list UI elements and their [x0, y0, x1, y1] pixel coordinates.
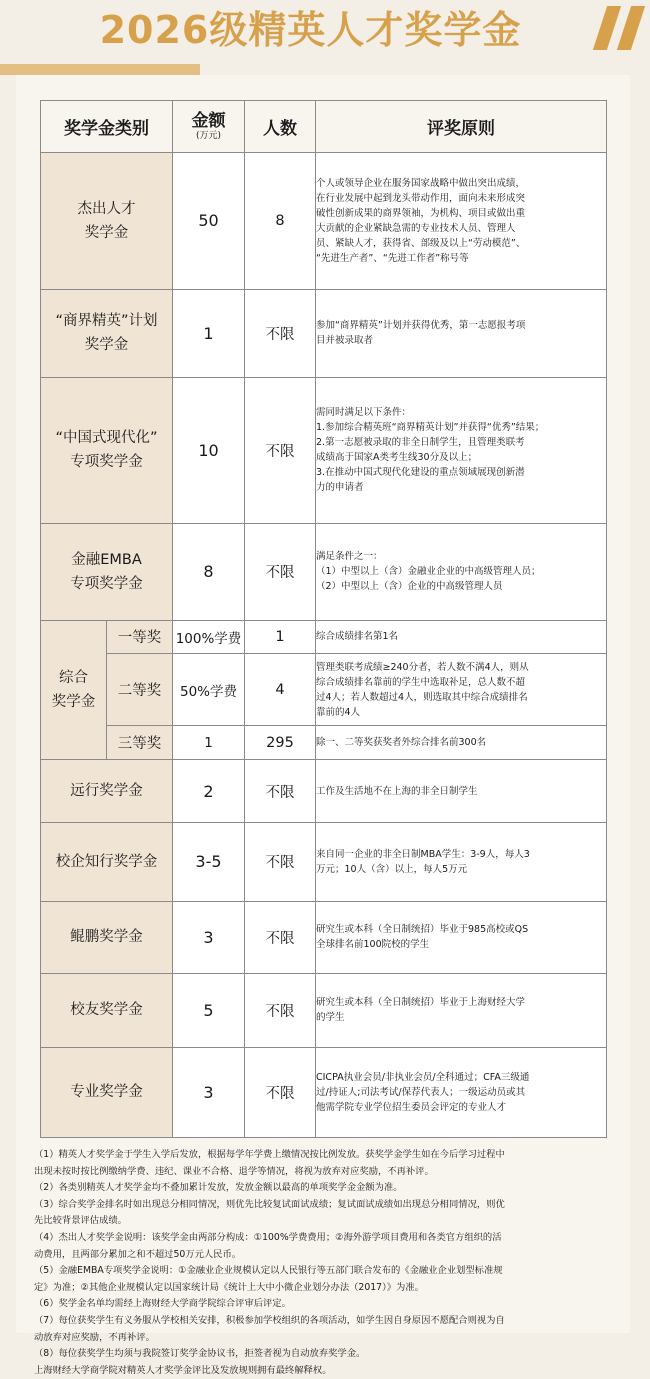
principle-cell	[316, 523, 607, 620]
principle-line: 3.在推动中国式现代化建设的重点领域展现创新潜	[316, 467, 525, 479]
principle-line: 工作及生活地不在上海的非全日制学生	[316, 785, 478, 797]
tier-count-cell: 295	[245, 726, 316, 760]
header-amount	[173, 101, 245, 153]
principle-line: 研究生或本科（全日制统招）毕业于985高校或QS	[316, 924, 529, 936]
amount-cell: 3	[173, 1047, 245, 1137]
amount-cell: 10	[173, 377, 245, 523]
tier-principle-line: 综合成绩排名第1名	[316, 631, 399, 643]
tier-name-cell: 三等奖	[107, 726, 173, 760]
category-cell	[41, 152, 173, 289]
count-cell: 不限	[245, 901, 316, 973]
category-cell	[41, 289, 173, 377]
notes-section	[34, 1147, 620, 1379]
table-row	[41, 823, 607, 902]
amount-cell: 8	[173, 523, 245, 620]
principle-line: 来自同一企业的非全日制MBA学生：3-9人，每人3	[316, 848, 530, 860]
principle-cell	[316, 823, 607, 902]
principle-line: 在行业发展中起到龙头带动作用，面向未来形成突	[316, 192, 526, 204]
note-line: 上海财经大学商学院对精英人才奖学金评比及发放规则拥有最终解释权。	[34, 1364, 332, 1376]
amount-cell: 50	[173, 152, 245, 289]
category-cell	[41, 1047, 173, 1137]
principle-line: （2）中型以上（含）企业的中高级管理人员	[316, 581, 503, 593]
tier-count-cell: 1	[245, 620, 316, 654]
header-count: 人数	[245, 101, 316, 153]
principle-line: 参加“商界精英”计划并获得优秀，第一志愿报考项	[316, 320, 526, 332]
principle-line: 2.第一志愿被录取的非全日制学生，且管理类联考	[316, 437, 525, 449]
amount-cell: 1	[173, 289, 245, 377]
count-cell: 不限	[245, 823, 316, 902]
note-line: 出现未按时按比例缴纳学费、违纪、课业不合格、退学等情况，将视为放弃对应奖励，不再补评。	[34, 1165, 434, 1177]
category-line: 校企知行奖学金	[55, 853, 158, 870]
category-line: 专业奖学金	[70, 1084, 143, 1101]
category-line: 专项奖学金	[70, 575, 143, 592]
amount-cell: 5	[173, 973, 245, 1047]
principle-line: 研究生或本科（全日制统招）毕业于上海财经大学	[316, 997, 526, 1009]
principle-line: 过/持证人;司法考试/保荐代表人；一级运动员或其	[316, 1086, 526, 1098]
table-row	[41, 152, 607, 289]
category-line: 金融EMBA	[71, 551, 142, 568]
count-cell: 不限	[245, 377, 316, 523]
principle-line: 目并被录取者	[316, 335, 374, 347]
tier-principle-cell	[316, 654, 607, 726]
amount-cell: 3	[173, 901, 245, 973]
composite-tier-row	[41, 620, 607, 654]
tier-principle-cell	[316, 620, 607, 654]
amount-cell: 3-5	[173, 823, 245, 902]
tier-name-cell: 二等奖	[107, 654, 173, 726]
note-line: （8）每位获奖学生均须与我院签订奖学金协议书，拒签者视为自动放弃奖学金。	[34, 1348, 366, 1360]
principle-line: （1）中型以上（含）金融业企业的中高级管理人员；	[316, 566, 541, 578]
title-bar	[0, 0, 650, 75]
count-cell: 不限	[245, 973, 316, 1047]
note-line: （7）每位获奖学生有义务服从学校相关安排，积极参加学校组织的各项活动，如学生因自身原因不愿配合则视为自	[34, 1314, 505, 1326]
tier-principle-line: 除一、二等奖获奖者外综合排名前300名	[316, 737, 487, 749]
composite-category-cell	[41, 620, 107, 759]
decorative-underline	[0, 64, 200, 75]
table-row	[41, 377, 607, 523]
principle-line: 员、紧缺人才，获得省、部级及以上“劳动模范”、	[316, 237, 526, 249]
principle-line: 力的申请者	[316, 482, 364, 494]
principle-line: 的学生	[316, 1012, 345, 1024]
note-line: （2）各类别精英人才奖学金均不叠加累计发放，发放金额以最高的单项奖学金金额为准。	[34, 1182, 403, 1194]
header-category: 奖学金类别	[41, 101, 173, 153]
category-line: 杰出人才	[77, 200, 136, 217]
composite-category-line: 奖学金	[51, 693, 96, 710]
principle-line: 满足条件之一：	[316, 551, 383, 563]
principle-line: 个人或领导企业在服务国家战略中做出突出成绩，	[316, 177, 526, 189]
category-cell	[41, 823, 173, 902]
category-cell	[41, 901, 173, 973]
table-row	[41, 973, 607, 1047]
tier-count-cell: 4	[245, 654, 316, 726]
principle-cell	[316, 289, 607, 377]
note-line: （4）杰出人才奖学金说明：该奖学金由两部分构成：①100%学费费用；②海外游学项目费用和各类官方组织的活	[34, 1231, 502, 1243]
principle-line: 全球排名前100院校的学生	[316, 939, 430, 951]
tier-principle-line: 过4人；若人数超过4人，则选取其中综合成绩排名	[316, 691, 528, 703]
tier-name-cell: 一等奖	[107, 620, 173, 654]
category-cell	[41, 523, 173, 620]
category-line: 远行奖学金	[70, 783, 143, 799]
tier-principle-line: 靠前的4人	[316, 706, 361, 718]
principle-cell	[316, 901, 607, 973]
amount-cell: 2	[173, 760, 245, 823]
principle-cell	[316, 973, 607, 1047]
tier-amount-cell: 100%学费	[173, 620, 245, 654]
table-row	[41, 760, 607, 823]
count-cell: 不限	[245, 1047, 316, 1137]
content-panel	[16, 75, 630, 1376]
principle-line: CICPA执业会员/非执业会员/全科通过；CFA三级通	[316, 1071, 530, 1083]
category-line: 奖学金	[84, 224, 129, 241]
category-line: 专项奖学金	[70, 454, 143, 471]
principle-cell	[316, 377, 607, 523]
count-cell: 不限	[245, 760, 316, 823]
principle-cell	[316, 152, 607, 289]
category-line: 奖学金	[84, 337, 129, 354]
principle-line: “先进生产者”、“先进工作者”称号等	[316, 252, 469, 264]
principle-line: 1.参加综合精英班“商界精英计划”并获得“优秀”结果；	[316, 422, 545, 434]
principle-line: 需同时满足以下条件：	[316, 407, 412, 419]
note-line: 动费用，且两部分累加之和不超过50万元人民币。	[34, 1248, 242, 1260]
principle-line: 破性创新成果的商界领袖，为机构、项目或做出重	[316, 207, 526, 219]
count-cell: 不限	[245, 289, 316, 377]
header-principle: 评奖原则	[316, 101, 607, 153]
header-amount-unit: (万元)	[195, 131, 222, 142]
table-row	[41, 1047, 607, 1137]
note-line: 动放弃对应奖励，不再补评。	[34, 1331, 155, 1343]
table-header-row	[41, 101, 607, 153]
principle-line: 大贡献的企业紧缺急需的专业技术人员、管理人	[316, 222, 516, 234]
principle-line: 成绩高于国家A类考生线30分及以上；	[316, 452, 478, 464]
tier-amount-cell: 1	[173, 726, 245, 760]
table-row	[41, 523, 607, 620]
table-row	[41, 289, 607, 377]
note-line: （3）综合奖学金排名时如出现总分相同情况，则优先比较复试面试成绩；复试面试成绩如出现总分相同情况，则优	[34, 1198, 505, 1210]
note-line: 定》为准；②其他企业规模认定以国家统计局《统计上大中小微企业划分办法（2017）》为准。	[34, 1281, 424, 1293]
category-line: “商界精英”计划	[55, 313, 158, 330]
category-cell	[41, 377, 173, 523]
table-row	[41, 901, 607, 973]
category-line: “中国式现代化”	[55, 430, 158, 447]
tier-principle-line: 综合成绩排名靠前的学生中选取补足，总人数不超	[316, 676, 526, 688]
tier-principle-cell	[316, 726, 607, 760]
tier-amount-cell: 50%学费	[173, 654, 245, 726]
tier-principle-line: 管理类联考成绩≥240分者，若人数不满4人，则从	[316, 661, 529, 673]
header-amount-label: 金额	[191, 111, 226, 132]
composite-tier-row	[41, 726, 607, 760]
note-line: （1）精英人才奖学金于学生入学后发放，根据每学年学费上缴情况按比例发放。获奖学金学生如在今后学习过程中	[34, 1149, 505, 1160]
category-cell	[41, 760, 173, 823]
decorative-slash	[617, 6, 645, 50]
note-line: 先比较背景评估成绩。	[34, 1215, 127, 1227]
note-line: （6）奖学金名单均需经上海财经大学商学院综合评审后评定。	[34, 1298, 291, 1310]
page-title: 2026级精英人才奖学金	[99, 8, 522, 52]
category-cell	[41, 973, 173, 1047]
scholarship-table	[40, 100, 607, 1138]
composite-category-line: 综合	[59, 669, 88, 686]
count-cell: 不限	[245, 523, 316, 620]
composite-tier-row	[41, 654, 607, 726]
note-line: （5）金融EMBA专项奖学金说明：①金融业企业规模认定以人民银行等五部门联合发布的《金融业企业划型标准规	[34, 1265, 503, 1277]
principle-line: 万元；10人（含）以上，每人5万元	[316, 863, 468, 875]
count-cell: 8	[245, 152, 316, 289]
principle-cell	[316, 760, 607, 823]
category-line: 鲲鹏奖学金	[70, 929, 143, 946]
principle-cell	[316, 1047, 607, 1137]
principle-line: 他需学院专业学位招生委员会评定的专业人才	[316, 1101, 507, 1113]
category-line: 校友奖学金	[70, 1002, 143, 1019]
